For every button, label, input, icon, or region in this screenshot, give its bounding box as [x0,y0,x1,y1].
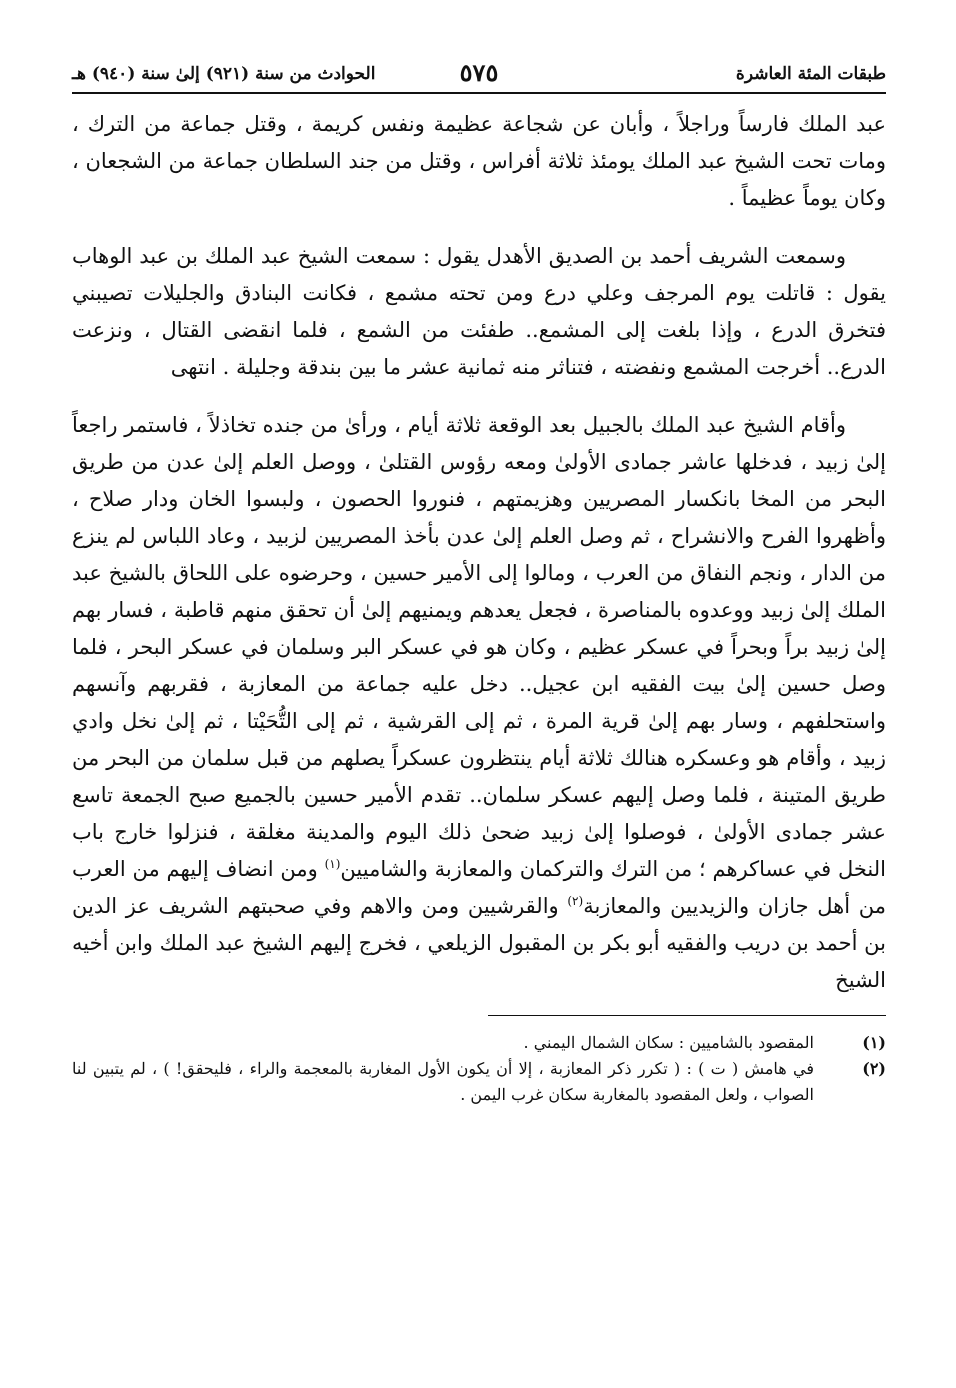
footnote-1-text: المقصود بالشاميين : سكان الشمال اليمني . [523,1033,814,1052]
main-text [72,106,886,999]
footnotes [72,1030,886,1108]
footnote-marker-1: (١) [324,857,341,871]
running-header [72,58,886,90]
footnote-marker-2: (٢) [567,894,584,908]
footnote-1-number: (١) [862,1033,886,1052]
footnote-2-text: في هامش ( ت ) : ( تكرر ذكر المعازبة ، إلا أن يكون الأول المغاربة بالمعجمة والراء ، فليحقق! ) ، لم يتبين لنا الصواب ، ولعل المقصود بالمغاربة سكان غرب اليمن . [72,1059,814,1104]
paragraph-1: عبد الملك فارساً وراجلاً ، وأبان عن شجاعة عظيمة ونفس كريمة ، وقتل جماعة من الترك ، ومات تحت الشيخ عبد الملك يومئذ ثلاثة أفراس ، وقتل من جند السلطان جماعة من الشجعان ، وكان يوماً عظيماً . [72,112,886,210]
footnote-2-number: (٢) [862,1059,886,1078]
footnote-2 [72,1056,886,1108]
paragraph-3 [72,407,886,999]
page-number: ٥٧٥ [459,58,499,87]
paragraph-3-text-b: ومن انضاف إليهم من العرب من أهل جازان والزيديين والمعازبة [72,857,886,918]
section-title: الحوادث من سنة (٩٢١) إلىٰ سنة (٩٤٠) هـ [72,64,376,84]
footnote-rule [488,1015,886,1016]
book-title: طبقات المئة العاشرة [735,64,886,84]
paragraph-3-text-c: والقرشيين ومن والاهم وفي صحبتهم الشريف عز الدين بن أحمد بن دريب والفقيه أبو بكر بن المقبول الزيلعي ، فخرج إليهم الشيخ عبد الملك وابن أخيه الشيخ [72,894,886,992]
paragraph-2: وسمعت الشريف أحمد بن الصديق الأهدل يقول : سمعت الشيخ عبد الملك بن عبد الوهاب يقول : قاتلت يوم المرجف وعلي درع ومن تحته مشمع ، فكانت البنادق والجليلات تصيبني فتخرق الدرع ، وإذا بلغت إلى المشمع.. طفئت من الشمع ، فلما انقضى القتال ، ونزعت الدرع.. أخرجت المشمع ونفضته ، فتناثر منه ثمانية عشر ما بين بندقة وجليلة . انتهى [72,244,886,379]
paragraph-3-text-a: وأقام الشيخ عبد الملك بالجبيل بعد الوقعة ثلاثة أيام ، ورأىٰ من جنده تخاذلاً ، فاستمر راجعاً إلىٰ زبيد ، فدخلها عاشر جمادى الأولىٰ ومعه رؤوس القتلىٰ ، ووصل العلم إلىٰ عدن من طريق البحر من المخا بانكسار المصريين وهزيمتهم ، فنوروا الحصون ، ولبسوا الخان ودار صلاح ، وأظهروا الفرح والانشراح ، ثم وصل العلم إلىٰ عدن بأخذ المصريين لزبيد ، وعاد اللباس لم ينزع من الدار ، ونجم النفاق من العرب ، ومالوا إلى الأمير حسين ، وحرضوه على اللحاق بالشيخ عبد الملك إلىٰ زبيد ووعدوه بالمناصرة ، فجعل يعدهم ويمنيهم إلىٰ أن تحقق منهم قاطبة ، فسار بهم إلىٰ زبيد براً وبحراً في عسكر عظيم ، وكان هو في عسكر البر وسلمان في عسكر البحر ، فلما وصل حسين إلىٰ بيت الفقيه ابن عجيل.. دخل عليه جماعة من المعازبة ، فقربهم وآنسهم واستحلفهم ، وسار بهم إلىٰ قرية المرة ، ثم إلى القرشية ، ثم إلى التُّحَيْتا ، ثم إلىٰ نخل وادي زبيد ، وأقام هو وعسكره هنالك ثلاثة أيام ينتظرون عسكراً يصلهم من قبل سلمان من البحر من طريق المتينة ، فلما وصل إليهم عسكر سلمان.. تقدم الأمير حسين بالجميع صبح الجمعة تاسع عشر جمادى الأولىٰ ، فوصلوا إلىٰ زبيد ضحىٰ ذلك اليوم والمدينة مغلقة ، فنزلوا خارج باب النخل في عساكرهم ؛ من الترك والتركمان والمعازبة والشاميين [72,413,886,881]
footnote-1 [72,1030,886,1056]
header-rule [72,92,886,94]
